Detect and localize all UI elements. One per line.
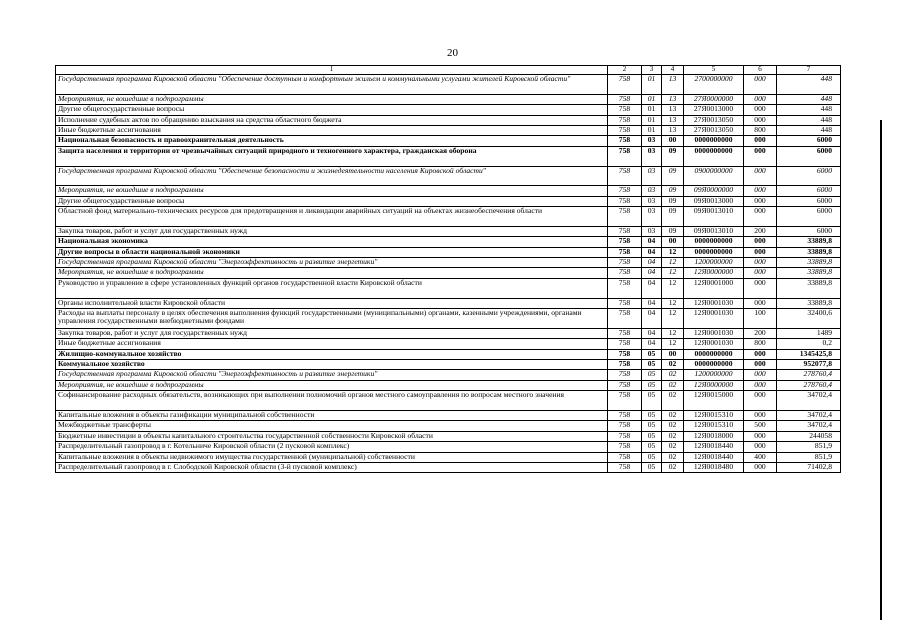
row-name-cell: Капитальные вложения в объекты газификации муниципальной собственности	[56, 411, 608, 421]
expense-type-cell: 800	[744, 339, 777, 349]
section-code-cell: 05	[642, 360, 662, 370]
subsection-code-cell: 02	[662, 380, 684, 390]
target-article-cell: 12Я0015000	[684, 391, 744, 411]
amount-cell: 6000	[777, 136, 841, 146]
row-name-cell: Бюджетные инвестиции в объекты капитального строительства государственной собственности Кировской области	[56, 431, 608, 441]
grbs-code-cell: 758	[608, 196, 642, 206]
grbs-code-cell: 758	[608, 247, 642, 257]
grbs-code-cell: 758	[608, 370, 642, 380]
target-article-cell: 12Я0015310	[684, 421, 744, 431]
target-article-cell: 0000000000	[684, 146, 744, 166]
table-row	[56, 442, 841, 452]
subsection-code-cell: 02	[662, 452, 684, 462]
section-code-cell: 01	[642, 94, 662, 104]
row-name-cell: Мероприятия, не вошедшие в подпрограммы	[56, 268, 608, 278]
subsection-code-cell: 09	[662, 207, 684, 227]
header-row	[56, 66, 841, 75]
table-row	[56, 452, 841, 462]
expense-type-cell: 000	[744, 431, 777, 441]
expense-type-cell: 000	[744, 207, 777, 227]
target-article-cell: 12Я0015310	[684, 411, 744, 421]
subsection-code-cell: 12	[662, 339, 684, 349]
table-row	[56, 339, 841, 349]
section-code-cell: 03	[642, 226, 662, 236]
row-name-cell: Защита населения и территории от чрезвычайных ситуаций природного и техногенного характера, гражданская оборона	[56, 146, 608, 166]
row-name-cell: Государственная программа Кировской области "Энергоэффективность и развитие энергетики"	[56, 370, 608, 380]
section-code-cell: 04	[642, 247, 662, 257]
section-code-cell: 04	[642, 328, 662, 338]
target-article-cell: 2700000000	[684, 75, 744, 95]
expense-type-cell: 000	[744, 247, 777, 257]
expense-type-cell: 000	[744, 146, 777, 166]
table-row	[56, 360, 841, 370]
grbs-code-cell: 758	[608, 421, 642, 431]
column-header: 1	[56, 66, 608, 75]
row-name-cell: Руководство и управление в сфере установленных функций органов государственной власти Кировской области	[56, 278, 608, 298]
row-name-cell: Государственная программа Кировской области "Обеспечение доступным и комфортным жильем и коммунальными услугами жителей Кировской области"	[56, 75, 608, 95]
budget-table	[55, 65, 841, 473]
amount-cell: 6000	[777, 226, 841, 236]
amount-cell: 278760,4	[777, 380, 841, 390]
page-number: 20	[447, 47, 458, 59]
subsection-code-cell: 02	[662, 462, 684, 472]
target-article-cell: 27Я0013050	[684, 125, 744, 135]
amount-cell: 6000	[777, 146, 841, 166]
target-article-cell: 12Я0018480	[684, 462, 744, 472]
subsection-code-cell: 09	[662, 186, 684, 196]
amount-cell: 851,9	[777, 452, 841, 462]
table-row	[56, 105, 841, 115]
section-code-cell: 04	[642, 309, 662, 329]
grbs-code-cell: 758	[608, 349, 642, 359]
subsection-code-cell: 02	[662, 442, 684, 452]
grbs-code-cell: 758	[608, 94, 642, 104]
subsection-code-cell: 02	[662, 391, 684, 411]
subsection-code-cell: 12	[662, 268, 684, 278]
table-row	[56, 421, 841, 431]
amount-cell: 952077,8	[777, 360, 841, 370]
target-article-cell: 27Я0013050	[684, 115, 744, 125]
section-code-cell: 05	[642, 421, 662, 431]
expense-type-cell: 000	[744, 94, 777, 104]
row-name-cell: Областной фонд материально-технических ресурсов для предотвращения и ликвидации аварийных ситуаций на объектах жизнеобеспечения области	[56, 207, 608, 227]
subsection-code-cell: 12	[662, 309, 684, 329]
table-row	[56, 309, 841, 329]
grbs-code-cell: 758	[608, 452, 642, 462]
section-code-cell: 05	[642, 349, 662, 359]
target-article-cell: 12Я0018440	[684, 442, 744, 452]
row-name-cell: Расходы на выплаты персоналу в целях обеспечения выполнения функций государственными (муниципальными) органами, казенными учреждениями, органами управления государственными внебюджетными фондами	[56, 309, 608, 329]
column-header: 2	[608, 66, 642, 75]
amount-cell: 6000	[777, 207, 841, 227]
expense-type-cell: 200	[744, 328, 777, 338]
expense-type-cell: 000	[744, 360, 777, 370]
section-code-cell: 04	[642, 278, 662, 298]
table-row	[56, 391, 841, 411]
target-article-cell: 0000000000	[684, 136, 744, 146]
grbs-code-cell: 758	[608, 411, 642, 421]
target-article-cell: 27Я0013000	[684, 105, 744, 115]
expense-type-cell: 000	[744, 370, 777, 380]
section-code-cell: 04	[642, 268, 662, 278]
grbs-code-cell: 758	[608, 462, 642, 472]
expense-type-cell: 000	[744, 258, 777, 268]
row-name-cell: Распределительный газопровод в г. Котельниче Кировской области (2 пусковой комплекс)	[56, 442, 608, 452]
section-code-cell: 05	[642, 370, 662, 380]
subsection-code-cell: 09	[662, 166, 684, 186]
section-code-cell: 04	[642, 237, 662, 247]
expense-type-cell: 000	[744, 278, 777, 298]
section-code-cell: 01	[642, 125, 662, 135]
subsection-code-cell: 12	[662, 328, 684, 338]
section-code-cell: 03	[642, 146, 662, 166]
amount-cell: 448	[777, 125, 841, 135]
grbs-code-cell: 758	[608, 442, 642, 452]
subsection-code-cell: 13	[662, 125, 684, 135]
subsection-code-cell: 09	[662, 226, 684, 236]
table-row	[56, 136, 841, 146]
expense-type-cell: 000	[744, 268, 777, 278]
table-row	[56, 268, 841, 278]
subsection-code-cell: 00	[662, 349, 684, 359]
expense-type-cell: 000	[744, 462, 777, 472]
expense-type-cell: 000	[744, 186, 777, 196]
subsection-code-cell: 12	[662, 247, 684, 257]
amount-cell: 1489	[777, 328, 841, 338]
grbs-code-cell: 758	[608, 391, 642, 411]
amount-cell: 33889,8	[777, 247, 841, 257]
target-article-cell: 0000000000	[684, 237, 744, 247]
expense-type-cell: 000	[744, 75, 777, 95]
grbs-code-cell: 758	[608, 237, 642, 247]
column-header: 3	[642, 66, 662, 75]
target-article-cell: 12Я0001030	[684, 309, 744, 329]
table-row	[56, 370, 841, 380]
amount-cell: 33889,8	[777, 278, 841, 298]
table-row	[56, 166, 841, 186]
row-name-cell: Национальная безопасность и правоохранительная деятельность	[56, 136, 608, 146]
section-code-cell: 04	[642, 258, 662, 268]
table-row	[56, 196, 841, 206]
row-name-cell: Коммунальное хозяйство	[56, 360, 608, 370]
subsection-code-cell: 12	[662, 258, 684, 268]
grbs-code-cell: 758	[608, 125, 642, 135]
amount-cell: 448	[777, 115, 841, 125]
row-name-cell: Национальная экономика	[56, 237, 608, 247]
section-code-cell: 05	[642, 380, 662, 390]
table-row	[56, 146, 841, 166]
row-name-cell: Жилищно-коммунальное хозяйство	[56, 349, 608, 359]
amount-cell: 32400,6	[777, 309, 841, 329]
column-header: 7	[777, 66, 841, 75]
section-code-cell: 05	[642, 411, 662, 421]
expense-type-cell: 000	[744, 380, 777, 390]
table-row	[56, 247, 841, 257]
row-name-cell: Мероприятия, не вошедшие в подпрограммы	[56, 380, 608, 390]
subsection-code-cell: 02	[662, 411, 684, 421]
amount-cell: 34702,4	[777, 421, 841, 431]
section-code-cell: 05	[642, 431, 662, 441]
amount-cell: 6000	[777, 186, 841, 196]
row-name-cell: Мероприятия, не вошедшие в подпрограммы	[56, 186, 608, 196]
section-code-cell: 03	[642, 186, 662, 196]
amount-cell: 6000	[777, 166, 841, 186]
amount-cell: 0,2	[777, 339, 841, 349]
subsection-code-cell: 02	[662, 431, 684, 441]
grbs-code-cell: 758	[608, 339, 642, 349]
expense-type-cell: 000	[744, 391, 777, 411]
grbs-code-cell: 758	[608, 298, 642, 308]
grbs-code-cell: 758	[608, 278, 642, 298]
grbs-code-cell: 758	[608, 105, 642, 115]
section-code-cell: 01	[642, 75, 662, 95]
grbs-code-cell: 758	[608, 258, 642, 268]
table-body	[56, 66, 841, 473]
amount-cell: 851,9	[777, 442, 841, 452]
amount-cell: 34702,4	[777, 411, 841, 421]
grbs-code-cell: 758	[608, 360, 642, 370]
target-article-cell: 0900000000	[684, 166, 744, 186]
section-code-cell: 05	[642, 452, 662, 462]
grbs-code-cell: 758	[608, 75, 642, 95]
row-name-cell: Исполнение судебных актов по обращению взыскания на средства областного бюджета	[56, 115, 608, 125]
row-name-cell: Государственная программа Кировской области "Обеспечение безопасности и жизнедеятельности населения Кировской области"	[56, 166, 608, 186]
expense-type-cell: 500	[744, 421, 777, 431]
subsection-code-cell: 00	[662, 136, 684, 146]
target-article-cell: 0000000000	[684, 360, 744, 370]
row-name-cell: Иные бюджетные ассигнования	[56, 125, 608, 135]
amount-cell: 1345425,8	[777, 349, 841, 359]
section-code-cell: 05	[642, 442, 662, 452]
target-article-cell: 12Я0001030	[684, 339, 744, 349]
expense-type-cell: 200	[744, 226, 777, 236]
row-name-cell: Распределительный газопровод в г. Слободской Кировской области (3-й пусковой комплекс)	[56, 462, 608, 472]
table-row	[56, 298, 841, 308]
table-row	[56, 94, 841, 104]
expense-type-cell: 000	[744, 442, 777, 452]
expense-type-cell: 000	[744, 136, 777, 146]
expense-type-cell: 000	[744, 166, 777, 186]
amount-cell: 34702,4	[777, 391, 841, 411]
expense-type-cell: 000	[744, 115, 777, 125]
row-name-cell: Другие общегосударственные вопросы	[56, 105, 608, 115]
amount-cell: 278760,4	[777, 370, 841, 380]
amount-cell: 6000	[777, 196, 841, 206]
row-name-cell: Другие вопросы в области национальной экономики	[56, 247, 608, 257]
section-code-cell: 04	[642, 339, 662, 349]
target-article-cell: 12Я0000000	[684, 268, 744, 278]
section-code-cell: 03	[642, 166, 662, 186]
expense-type-cell: 000	[744, 196, 777, 206]
grbs-code-cell: 758	[608, 380, 642, 390]
target-article-cell: 0000000000	[684, 247, 744, 257]
table-row	[56, 278, 841, 298]
subsection-code-cell: 02	[662, 360, 684, 370]
amount-cell: 33889,8	[777, 237, 841, 247]
expense-type-cell: 800	[744, 125, 777, 135]
row-name-cell: Иные бюджетные ассигнования	[56, 339, 608, 349]
section-code-cell: 03	[642, 136, 662, 146]
grbs-code-cell: 758	[608, 268, 642, 278]
section-code-cell: 03	[642, 207, 662, 227]
column-header: 6	[744, 66, 777, 75]
amount-cell: 448	[777, 75, 841, 95]
table-row	[56, 75, 841, 95]
target-article-cell: 0000000000	[684, 349, 744, 359]
target-article-cell: 12Я0001000	[684, 278, 744, 298]
target-article-cell: 09Я0013010	[684, 207, 744, 227]
expense-type-cell: 000	[744, 237, 777, 247]
amount-cell: 448	[777, 105, 841, 115]
table-row	[56, 186, 841, 196]
table-row	[56, 258, 841, 268]
grbs-code-cell: 758	[608, 328, 642, 338]
column-header: 4	[662, 66, 684, 75]
subsection-code-cell: 13	[662, 105, 684, 115]
row-name-cell: Межбюджетные трансферты	[56, 421, 608, 431]
section-code-cell: 01	[642, 115, 662, 125]
target-article-cell: 09Я0000000	[684, 186, 744, 196]
grbs-code-cell: 758	[608, 431, 642, 441]
expense-type-cell: 000	[744, 349, 777, 359]
table-row	[56, 380, 841, 390]
row-name-cell: Другие общегосударственные вопросы	[56, 196, 608, 206]
amount-cell: 33889,8	[777, 268, 841, 278]
amount-cell: 244058	[777, 431, 841, 441]
table-row	[56, 237, 841, 247]
column-header: 5	[684, 66, 744, 75]
subsection-code-cell: 12	[662, 298, 684, 308]
row-name-cell: Софинансирование расходных обязательств, возникающих при выполнении полномочий органов местного самоуправления по вопросам местного значения	[56, 391, 608, 411]
target-article-cell: 12Я0018440	[684, 452, 744, 462]
table-row	[56, 226, 841, 236]
grbs-code-cell: 758	[608, 115, 642, 125]
subsection-code-cell: 02	[662, 370, 684, 380]
row-name-cell: Государственная программа Кировской области "Энергоэффективность и развитие энергетики"	[56, 258, 608, 268]
target-article-cell: 27Я0000000	[684, 94, 744, 104]
table-row	[56, 115, 841, 125]
row-name-cell: Органы исполнительной власти Кировской области	[56, 298, 608, 308]
target-article-cell: 12Я0018000	[684, 431, 744, 441]
table-row	[56, 328, 841, 338]
subsection-code-cell: 09	[662, 196, 684, 206]
grbs-code-cell: 758	[608, 186, 642, 196]
expense-type-cell: 000	[744, 298, 777, 308]
subsection-code-cell: 12	[662, 278, 684, 298]
subsection-code-cell: 02	[662, 421, 684, 431]
section-code-cell: 05	[642, 462, 662, 472]
amount-cell: 33889,8	[777, 258, 841, 268]
row-name-cell: Закупка товаров, работ и услуг для государственных нужд	[56, 328, 608, 338]
amount-cell: 448	[777, 94, 841, 104]
target-article-cell: 1200000000	[684, 370, 744, 380]
section-code-cell: 04	[642, 298, 662, 308]
target-article-cell: 12Я0001030	[684, 298, 744, 308]
grbs-code-cell: 758	[608, 166, 642, 186]
subsection-code-cell: 13	[662, 94, 684, 104]
amount-cell: 71402,8	[777, 462, 841, 472]
grbs-code-cell: 758	[608, 146, 642, 166]
amount-cell: 33889,8	[777, 298, 841, 308]
target-article-cell: 1200000000	[684, 258, 744, 268]
section-code-cell: 03	[642, 196, 662, 206]
section-code-cell: 05	[642, 391, 662, 411]
expense-type-cell: 000	[744, 105, 777, 115]
subsection-code-cell: 09	[662, 146, 684, 166]
table-row	[56, 462, 841, 472]
subsection-code-cell: 13	[662, 115, 684, 125]
expense-type-cell: 100	[744, 309, 777, 329]
row-name-cell: Закупка товаров, работ и услуг для государственных нужд	[56, 226, 608, 236]
row-name-cell: Капитальные вложения в объекты недвижимого имущества государственной (муниципальной) собственности	[56, 452, 608, 462]
table-row	[56, 349, 841, 359]
table-row	[56, 125, 841, 135]
target-article-cell: 12Я0001030	[684, 328, 744, 338]
row-name-cell: Мероприятия, не вошедшие в подпрограммы	[56, 94, 608, 104]
scan-edge-line	[880, 120, 882, 620]
grbs-code-cell: 758	[608, 226, 642, 236]
grbs-code-cell: 758	[608, 136, 642, 146]
subsection-code-cell: 13	[662, 75, 684, 95]
expense-type-cell: 400	[744, 452, 777, 462]
subsection-code-cell: 00	[662, 237, 684, 247]
table-row	[56, 207, 841, 227]
expense-type-cell: 000	[744, 411, 777, 421]
grbs-code-cell: 758	[608, 207, 642, 227]
grbs-code-cell: 758	[608, 309, 642, 329]
table-row	[56, 411, 841, 421]
section-code-cell: 01	[642, 105, 662, 115]
target-article-cell: 09Я0013010	[684, 226, 744, 236]
table-row	[56, 431, 841, 441]
target-article-cell: 09Я0013000	[684, 196, 744, 206]
target-article-cell: 12Я0000000	[684, 380, 744, 390]
